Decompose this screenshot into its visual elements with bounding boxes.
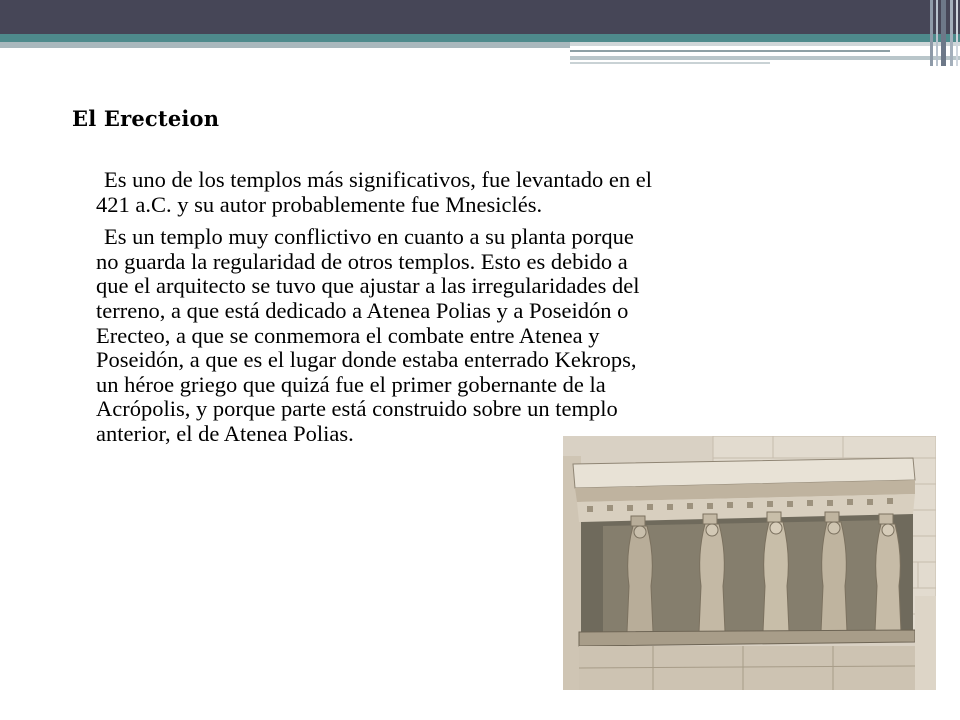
header-stripe: [570, 50, 890, 52]
paragraph-details: Es un templo muy conflictivo en cuanto a su planta porque no guarda la regularidad de otros templos. Esto es debido a que el arquitecto se tuvo que ajustar a las irregularidades del terreno, a que está dedicado a Atenea Polias y a Poseidón o Erecteo, a que se conmemora el combate entre Atenea y Poseidón, a que es el lugar donde estaba enterrado Kekrops, un héroe griego que quizá fue el primer gobernante de la Acrópolis, y porque parte está construido sobre un templo anterior, el de Atenea Polias.: [96, 224, 640, 446]
entablature: [573, 458, 915, 522]
slide-body: [96, 168, 656, 455]
header-vertical-line: [936, 0, 938, 66]
erechtheion-caryatids-photo: [563, 436, 936, 690]
caryatid: [763, 512, 789, 632]
header-stripe: [570, 62, 770, 64]
header-vertical-line: [950, 0, 953, 66]
header-stripe: [570, 56, 960, 60]
header-stripe: [570, 42, 960, 46]
header-accent-band: [0, 34, 960, 42]
podium: [579, 630, 915, 690]
caryatid: [627, 516, 653, 632]
header-vertical-line: [930, 0, 933, 66]
header-stripe: [0, 42, 570, 48]
header-vertical-line: [941, 0, 946, 66]
caryatid: [821, 512, 847, 632]
paragraph-intro: Es uno de los templos más significativos, fue levantado en el 421 a.C. y su autor probablemente fue Mnesiclés.: [96, 167, 653, 217]
caryatid: [699, 514, 725, 632]
caryatid: [875, 514, 901, 632]
header-bar: [0, 0, 960, 34]
slide-title: El Erecteion: [72, 106, 220, 131]
header-vertical-line: [956, 0, 958, 66]
